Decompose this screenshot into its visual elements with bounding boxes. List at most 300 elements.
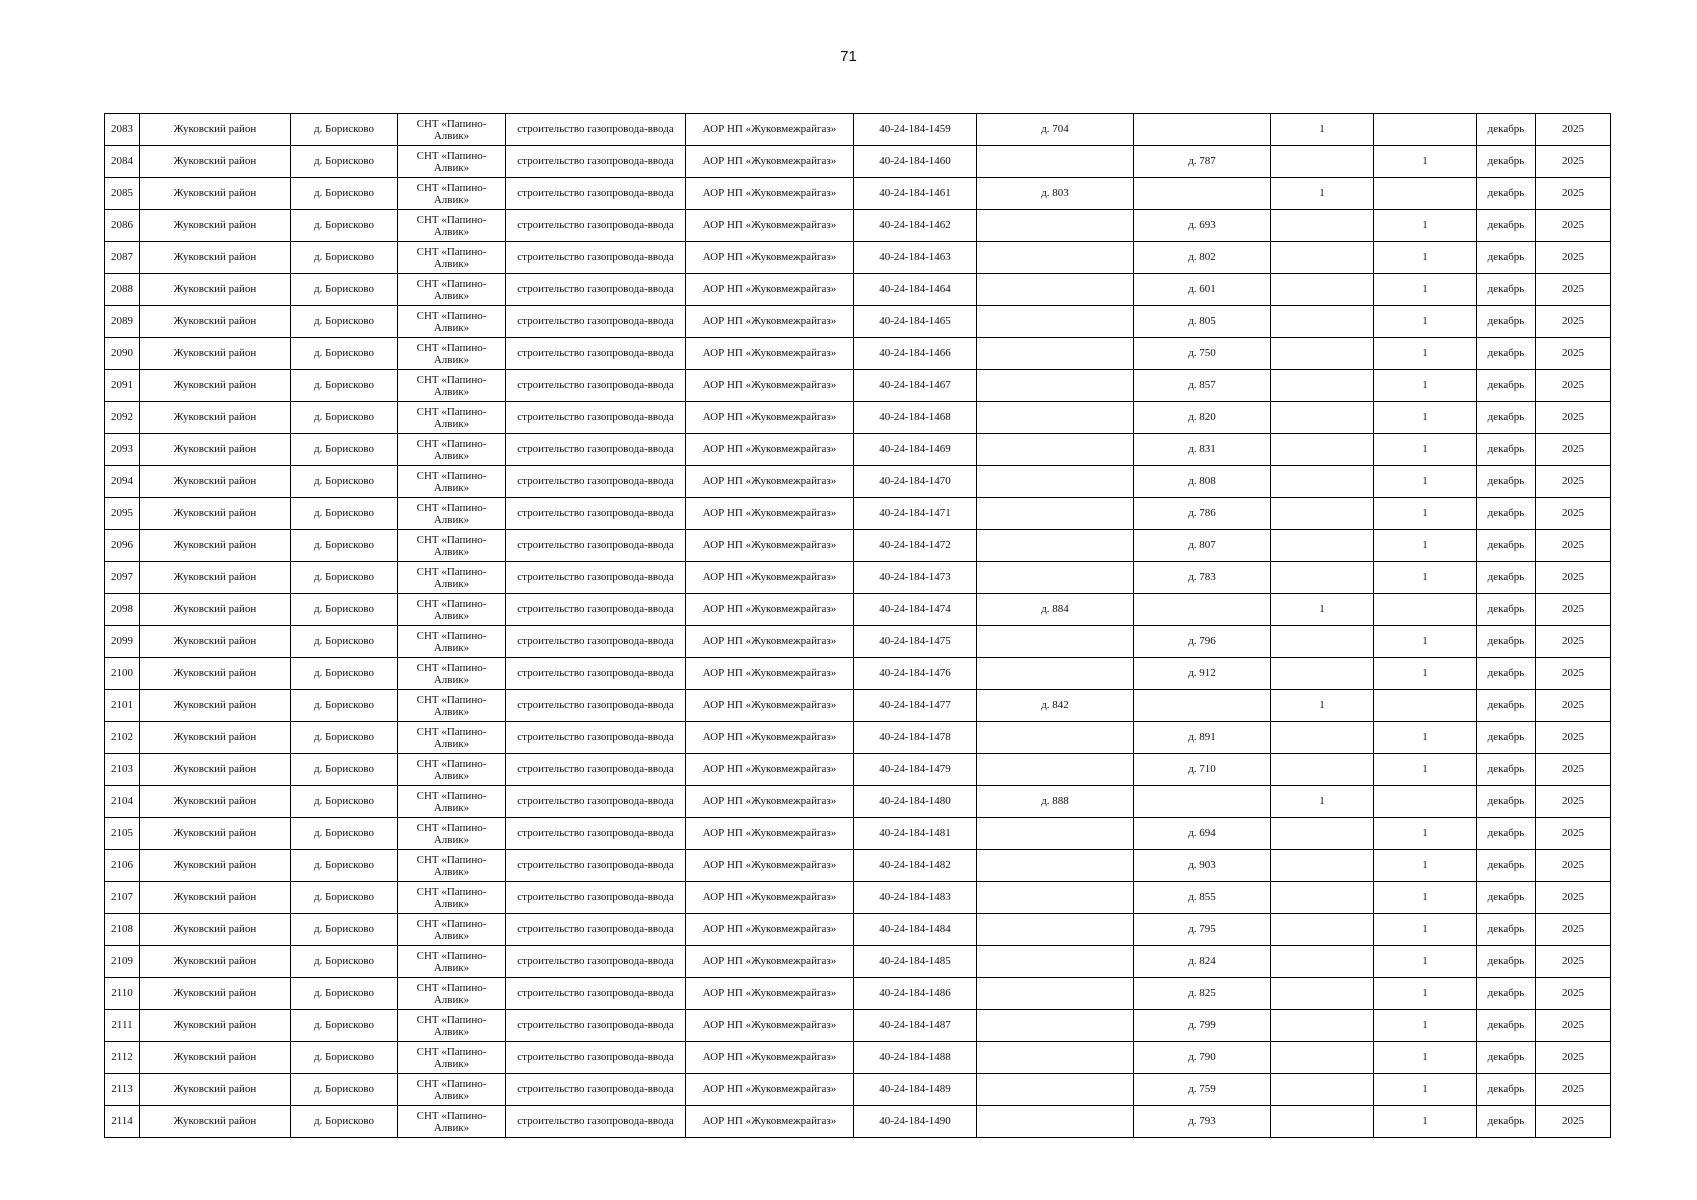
executor-cell: АОР НП «Жуковмежрайгаз»	[686, 850, 854, 882]
year-cell: 2025	[1536, 114, 1611, 146]
quantity-cell-2: 1	[1374, 850, 1477, 882]
work-type-cell: строительство газопровода-ввода	[506, 690, 686, 722]
region-cell: Жуковский район	[140, 626, 291, 658]
address-cell-1	[977, 370, 1134, 402]
address-cell-1	[977, 530, 1134, 562]
year-cell: 2025	[1536, 946, 1611, 978]
month-cell: декабрь	[1477, 114, 1536, 146]
object-code-cell: 40-24-184-1487	[854, 1010, 977, 1042]
row-number: 2114	[105, 1106, 140, 1138]
address-cell-1: д. 842	[977, 690, 1134, 722]
table-row	[105, 882, 1611, 914]
table-row	[105, 562, 1611, 594]
region-cell: Жуковский район	[140, 1010, 291, 1042]
work-type-cell: строительство газопровода-ввода	[506, 914, 686, 946]
quantity-cell-2	[1374, 178, 1477, 210]
quantity-cell-1	[1271, 658, 1374, 690]
address-cell-1	[977, 1010, 1134, 1042]
table-row	[105, 338, 1611, 370]
year-cell: 2025	[1536, 562, 1611, 594]
executor-cell: АОР НП «Жуковмежрайгаз»	[686, 146, 854, 178]
month-cell: декабрь	[1477, 1042, 1536, 1074]
month-cell: декабрь	[1477, 274, 1536, 306]
row-number: 2096	[105, 530, 140, 562]
quantity-cell-1	[1271, 242, 1374, 274]
executor-cell: АОР НП «Жуковмежрайгаз»	[686, 978, 854, 1010]
quantity-cell-2: 1	[1374, 882, 1477, 914]
quantity-cell-2: 1	[1374, 1042, 1477, 1074]
work-type-cell: строительство газопровода-ввода	[506, 658, 686, 690]
address-cell-2: д. 807	[1134, 530, 1271, 562]
month-cell: декабрь	[1477, 562, 1536, 594]
quantity-cell-2: 1	[1374, 562, 1477, 594]
village-cell: д. Борисково	[291, 370, 398, 402]
address-cell-2	[1134, 178, 1271, 210]
quantity-cell-1: 1	[1271, 786, 1374, 818]
quantity-cell-1	[1271, 210, 1374, 242]
quantity-cell-1	[1271, 1106, 1374, 1138]
registry-table	[104, 113, 1611, 1138]
table-row	[105, 626, 1611, 658]
quantity-cell-2	[1374, 786, 1477, 818]
village-cell: д. Борисково	[291, 114, 398, 146]
village-cell: д. Борисково	[291, 818, 398, 850]
executor-cell: АОР НП «Жуковмежрайгаз»	[686, 530, 854, 562]
work-type-cell: строительство газопровода-ввода	[506, 178, 686, 210]
table-row	[105, 978, 1611, 1010]
year-cell: 2025	[1536, 882, 1611, 914]
executor-cell: АОР НП «Жуковмежрайгаз»	[686, 946, 854, 978]
work-type-cell: строительство газопровода-ввода	[506, 466, 686, 498]
year-cell: 2025	[1536, 1074, 1611, 1106]
month-cell: декабрь	[1477, 146, 1536, 178]
row-number: 2102	[105, 722, 140, 754]
executor-cell: АОР НП «Жуковмежрайгаз»	[686, 690, 854, 722]
address-cell-2: д. 805	[1134, 306, 1271, 338]
executor-cell: АОР НП «Жуковмежрайгаз»	[686, 242, 854, 274]
row-number: 2111	[105, 1010, 140, 1042]
quantity-cell-2: 1	[1374, 306, 1477, 338]
region-cell: Жуковский район	[140, 306, 291, 338]
work-type-cell: строительство газопровода-ввода	[506, 978, 686, 1010]
address-cell-2: д. 694	[1134, 818, 1271, 850]
year-cell: 2025	[1536, 818, 1611, 850]
object-code-cell: 40-24-184-1474	[854, 594, 977, 626]
organization-cell: СНТ «Папино-Алвик»	[398, 242, 506, 274]
row-number: 2099	[105, 626, 140, 658]
address-cell-2: д. 825	[1134, 978, 1271, 1010]
page-number: 71	[840, 48, 857, 65]
executor-cell: АОР НП «Жуковмежрайгаз»	[686, 658, 854, 690]
address-cell-1	[977, 754, 1134, 786]
organization-cell: СНТ «Папино-Алвик»	[398, 1074, 506, 1106]
village-cell: д. Борисково	[291, 146, 398, 178]
month-cell: декабрь	[1477, 818, 1536, 850]
year-cell: 2025	[1536, 1042, 1611, 1074]
year-cell: 2025	[1536, 402, 1611, 434]
row-number: 2086	[105, 210, 140, 242]
work-type-cell: строительство газопровода-ввода	[506, 1042, 686, 1074]
quantity-cell-1	[1271, 850, 1374, 882]
executor-cell: АОР НП «Жуковмежрайгаз»	[686, 1010, 854, 1042]
work-type-cell: строительство газопровода-ввода	[506, 434, 686, 466]
work-type-cell: строительство газопровода-ввода	[506, 786, 686, 818]
executor-cell: АОР НП «Жуковмежрайгаз»	[686, 722, 854, 754]
village-cell: д. Борисково	[291, 306, 398, 338]
table-row	[105, 466, 1611, 498]
quantity-cell-1	[1271, 146, 1374, 178]
year-cell: 2025	[1536, 434, 1611, 466]
month-cell: декабрь	[1477, 658, 1536, 690]
quantity-cell-2: 1	[1374, 1074, 1477, 1106]
organization-cell: СНТ «Папино-Алвик»	[398, 626, 506, 658]
village-cell: д. Борисково	[291, 562, 398, 594]
month-cell: декабрь	[1477, 402, 1536, 434]
year-cell: 2025	[1536, 498, 1611, 530]
address-cell-2	[1134, 786, 1271, 818]
address-cell-2: д. 793	[1134, 1106, 1271, 1138]
executor-cell: АОР НП «Жуковмежрайгаз»	[686, 370, 854, 402]
village-cell: д. Борисково	[291, 178, 398, 210]
organization-cell: СНТ «Папино-Алвик»	[398, 978, 506, 1010]
quantity-cell-1	[1271, 274, 1374, 306]
village-cell: д. Борисково	[291, 658, 398, 690]
quantity-cell-1	[1271, 1010, 1374, 1042]
region-cell: Жуковский район	[140, 338, 291, 370]
executor-cell: АОР НП «Жуковмежрайгаз»	[686, 818, 854, 850]
executor-cell: АОР НП «Жуковмежрайгаз»	[686, 306, 854, 338]
year-cell: 2025	[1536, 850, 1611, 882]
object-code-cell: 40-24-184-1461	[854, 178, 977, 210]
region-cell: Жуковский район	[140, 850, 291, 882]
village-cell: д. Борисково	[291, 1106, 398, 1138]
row-number: 2093	[105, 434, 140, 466]
organization-cell: СНТ «Папино-Алвик»	[398, 370, 506, 402]
work-type-cell: строительство газопровода-ввода	[506, 1074, 686, 1106]
organization-cell: СНТ «Папино-Алвик»	[398, 786, 506, 818]
table-row	[105, 1074, 1611, 1106]
year-cell: 2025	[1536, 530, 1611, 562]
work-type-cell: строительство газопровода-ввода	[506, 1010, 686, 1042]
village-cell: д. Борисково	[291, 850, 398, 882]
year-cell: 2025	[1536, 242, 1611, 274]
organization-cell: СНТ «Папино-Алвик»	[398, 850, 506, 882]
region-cell: Жуковский район	[140, 1106, 291, 1138]
village-cell: д. Борисково	[291, 946, 398, 978]
object-code-cell: 40-24-184-1489	[854, 1074, 977, 1106]
region-cell: Жуковский район	[140, 498, 291, 530]
year-cell: 2025	[1536, 178, 1611, 210]
address-cell-2: д. 693	[1134, 210, 1271, 242]
object-code-cell: 40-24-184-1469	[854, 434, 977, 466]
organization-cell: СНТ «Папино-Алвик»	[398, 754, 506, 786]
executor-cell: АОР НП «Жуковмежрайгаз»	[686, 754, 854, 786]
year-cell: 2025	[1536, 274, 1611, 306]
year-cell: 2025	[1536, 978, 1611, 1010]
village-cell: д. Борисково	[291, 594, 398, 626]
row-number: 2108	[105, 914, 140, 946]
address-cell-2: д. 796	[1134, 626, 1271, 658]
address-cell-1	[977, 1042, 1134, 1074]
month-cell: декабрь	[1477, 786, 1536, 818]
month-cell: декабрь	[1477, 498, 1536, 530]
object-code-cell: 40-24-184-1463	[854, 242, 977, 274]
quantity-cell-1	[1271, 530, 1374, 562]
row-number: 2109	[105, 946, 140, 978]
object-code-cell: 40-24-184-1484	[854, 914, 977, 946]
work-type-cell: строительство газопровода-ввода	[506, 754, 686, 786]
row-number: 2107	[105, 882, 140, 914]
region-cell: Жуковский район	[140, 114, 291, 146]
organization-cell: СНТ «Папино-Алвик»	[398, 434, 506, 466]
executor-cell: АОР НП «Жуковмежрайгаз»	[686, 498, 854, 530]
work-type-cell: строительство газопровода-ввода	[506, 530, 686, 562]
address-cell-1	[977, 274, 1134, 306]
organization-cell: СНТ «Папино-Алвик»	[398, 306, 506, 338]
quantity-cell-1: 1	[1271, 178, 1374, 210]
address-cell-1	[977, 562, 1134, 594]
table-row	[105, 850, 1611, 882]
row-number: 2103	[105, 754, 140, 786]
quantity-cell-2: 1	[1374, 338, 1477, 370]
organization-cell: СНТ «Папино-Алвик»	[398, 114, 506, 146]
row-number: 2104	[105, 786, 140, 818]
object-code-cell: 40-24-184-1459	[854, 114, 977, 146]
work-type-cell: строительство газопровода-ввода	[506, 562, 686, 594]
organization-cell: СНТ «Папино-Алвик»	[398, 178, 506, 210]
address-cell-2: д. 787	[1134, 146, 1271, 178]
organization-cell: СНТ «Папино-Алвик»	[398, 1010, 506, 1042]
organization-cell: СНТ «Папино-Алвик»	[398, 562, 506, 594]
month-cell: декабрь	[1477, 466, 1536, 498]
object-code-cell: 40-24-184-1478	[854, 722, 977, 754]
address-cell-2: д. 710	[1134, 754, 1271, 786]
quantity-cell-2: 1	[1374, 946, 1477, 978]
village-cell: д. Борисково	[291, 722, 398, 754]
region-cell: Жуковский район	[140, 370, 291, 402]
row-number: 2084	[105, 146, 140, 178]
address-cell-2: д. 857	[1134, 370, 1271, 402]
row-number: 2088	[105, 274, 140, 306]
object-code-cell: 40-24-184-1490	[854, 1106, 977, 1138]
quantity-cell-2: 1	[1374, 274, 1477, 306]
quantity-cell-1	[1271, 626, 1374, 658]
quantity-cell-2: 1	[1374, 722, 1477, 754]
table-row	[105, 178, 1611, 210]
table-row	[105, 754, 1611, 786]
row-number: 2100	[105, 658, 140, 690]
region-cell: Жуковский район	[140, 818, 291, 850]
row-number: 2090	[105, 338, 140, 370]
table-row	[105, 786, 1611, 818]
region-cell: Жуковский район	[140, 274, 291, 306]
month-cell: декабрь	[1477, 338, 1536, 370]
row-number: 2113	[105, 1074, 140, 1106]
organization-cell: СНТ «Папино-Алвик»	[398, 722, 506, 754]
year-cell: 2025	[1536, 754, 1611, 786]
address-cell-2: д. 601	[1134, 274, 1271, 306]
quantity-cell-2: 1	[1374, 658, 1477, 690]
work-type-cell: строительство газопровода-ввода	[506, 722, 686, 754]
quantity-cell-2: 1	[1374, 498, 1477, 530]
quantity-cell-1	[1271, 402, 1374, 434]
work-type-cell: строительство газопровода-ввода	[506, 1106, 686, 1138]
year-cell: 2025	[1536, 626, 1611, 658]
organization-cell: СНТ «Папино-Алвик»	[398, 274, 506, 306]
work-type-cell: строительство газопровода-ввода	[506, 210, 686, 242]
year-cell: 2025	[1536, 722, 1611, 754]
village-cell: д. Борисково	[291, 274, 398, 306]
address-cell-2: д. 912	[1134, 658, 1271, 690]
organization-cell: СНТ «Папино-Алвик»	[398, 1042, 506, 1074]
quantity-cell-1	[1271, 466, 1374, 498]
year-cell: 2025	[1536, 338, 1611, 370]
address-cell-2: д. 891	[1134, 722, 1271, 754]
work-type-cell: строительство газопровода-ввода	[506, 242, 686, 274]
object-code-cell: 40-24-184-1472	[854, 530, 977, 562]
quantity-cell-2: 1	[1374, 434, 1477, 466]
month-cell: декабрь	[1477, 210, 1536, 242]
table-row	[105, 114, 1611, 146]
table-row	[105, 658, 1611, 690]
row-number: 2085	[105, 178, 140, 210]
village-cell: д. Борисково	[291, 1010, 398, 1042]
table-row	[105, 370, 1611, 402]
executor-cell: АОР НП «Жуковмежрайгаз»	[686, 1106, 854, 1138]
region-cell: Жуковский район	[140, 1042, 291, 1074]
work-type-cell: строительство газопровода-ввода	[506, 402, 686, 434]
year-cell: 2025	[1536, 594, 1611, 626]
year-cell: 2025	[1536, 306, 1611, 338]
region-cell: Жуковский район	[140, 466, 291, 498]
object-code-cell: 40-24-184-1471	[854, 498, 977, 530]
address-cell-1	[977, 1106, 1134, 1138]
address-cell-2: д. 783	[1134, 562, 1271, 594]
row-number: 2091	[105, 370, 140, 402]
month-cell: декабрь	[1477, 370, 1536, 402]
quantity-cell-2: 1	[1374, 242, 1477, 274]
address-cell-2: д. 795	[1134, 914, 1271, 946]
quantity-cell-1	[1271, 722, 1374, 754]
address-cell-2: д. 799	[1134, 1010, 1271, 1042]
quantity-cell-1: 1	[1271, 690, 1374, 722]
month-cell: декабрь	[1477, 178, 1536, 210]
address-cell-1	[977, 466, 1134, 498]
executor-cell: АОР НП «Жуковмежрайгаз»	[686, 882, 854, 914]
object-code-cell: 40-24-184-1486	[854, 978, 977, 1010]
year-cell: 2025	[1536, 1010, 1611, 1042]
address-cell-2	[1134, 114, 1271, 146]
table-row	[105, 402, 1611, 434]
address-cell-1	[977, 1074, 1134, 1106]
table-row	[105, 690, 1611, 722]
address-cell-1	[977, 658, 1134, 690]
row-number: 2097	[105, 562, 140, 594]
work-type-cell: строительство газопровода-ввода	[506, 850, 686, 882]
region-cell: Жуковский район	[140, 530, 291, 562]
address-cell-1	[977, 978, 1134, 1010]
object-code-cell: 40-24-184-1467	[854, 370, 977, 402]
address-cell-1	[977, 722, 1134, 754]
object-code-cell: 40-24-184-1480	[854, 786, 977, 818]
object-code-cell: 40-24-184-1464	[854, 274, 977, 306]
year-cell: 2025	[1536, 210, 1611, 242]
region-cell: Жуковский район	[140, 978, 291, 1010]
address-cell-2: д. 759	[1134, 1074, 1271, 1106]
work-type-cell: строительство газопровода-ввода	[506, 594, 686, 626]
executor-cell: АОР НП «Жуковмежрайгаз»	[686, 562, 854, 594]
quantity-cell-2: 1	[1374, 370, 1477, 402]
month-cell: декабрь	[1477, 1010, 1536, 1042]
quantity-cell-2	[1374, 594, 1477, 626]
address-cell-1	[977, 402, 1134, 434]
year-cell: 2025	[1536, 146, 1611, 178]
year-cell: 2025	[1536, 1106, 1611, 1138]
quantity-cell-2: 1	[1374, 210, 1477, 242]
executor-cell: АОР НП «Жуковмежрайгаз»	[686, 786, 854, 818]
month-cell: декабрь	[1477, 306, 1536, 338]
address-cell-2: д. 831	[1134, 434, 1271, 466]
month-cell: декабрь	[1477, 914, 1536, 946]
month-cell: декабрь	[1477, 242, 1536, 274]
region-cell: Жуковский район	[140, 1074, 291, 1106]
month-cell: декабрь	[1477, 882, 1536, 914]
address-cell-1	[977, 434, 1134, 466]
year-cell: 2025	[1536, 914, 1611, 946]
quantity-cell-2: 1	[1374, 626, 1477, 658]
organization-cell: СНТ «Папино-Алвик»	[398, 818, 506, 850]
village-cell: д. Борисково	[291, 754, 398, 786]
work-type-cell: строительство газопровода-ввода	[506, 946, 686, 978]
village-cell: д. Борисково	[291, 914, 398, 946]
region-cell: Жуковский район	[140, 434, 291, 466]
year-cell: 2025	[1536, 690, 1611, 722]
address-cell-1	[977, 914, 1134, 946]
quantity-cell-1	[1271, 434, 1374, 466]
table-row	[105, 498, 1611, 530]
object-code-cell: 40-24-184-1488	[854, 1042, 977, 1074]
organization-cell: СНТ «Папино-Алвик»	[398, 402, 506, 434]
work-type-cell: строительство газопровода-ввода	[506, 626, 686, 658]
table-row	[105, 914, 1611, 946]
object-code-cell: 40-24-184-1482	[854, 850, 977, 882]
region-cell: Жуковский район	[140, 178, 291, 210]
region-cell: Жуковский район	[140, 882, 291, 914]
address-cell-1	[977, 306, 1134, 338]
quantity-cell-2: 1	[1374, 914, 1477, 946]
table-row	[105, 146, 1611, 178]
month-cell: декабрь	[1477, 690, 1536, 722]
executor-cell: АОР НП «Жуковмежрайгаз»	[686, 210, 854, 242]
region-cell: Жуковский район	[140, 146, 291, 178]
executor-cell: АОР НП «Жуковмежрайгаз»	[686, 594, 854, 626]
address-cell-1: д. 803	[977, 178, 1134, 210]
month-cell: декабрь	[1477, 434, 1536, 466]
organization-cell: СНТ «Папино-Алвик»	[398, 146, 506, 178]
object-code-cell: 40-24-184-1477	[854, 690, 977, 722]
work-type-cell: строительство газопровода-ввода	[506, 306, 686, 338]
address-cell-1	[977, 338, 1134, 370]
quantity-cell-2: 1	[1374, 146, 1477, 178]
region-cell: Жуковский район	[140, 242, 291, 274]
month-cell: декабрь	[1477, 1074, 1536, 1106]
executor-cell: АОР НП «Жуковмежрайгаз»	[686, 114, 854, 146]
quantity-cell-1	[1271, 818, 1374, 850]
organization-cell: СНТ «Папино-Алвик»	[398, 498, 506, 530]
month-cell: декабрь	[1477, 530, 1536, 562]
address-cell-1: д. 888	[977, 786, 1134, 818]
quantity-cell-2: 1	[1374, 818, 1477, 850]
